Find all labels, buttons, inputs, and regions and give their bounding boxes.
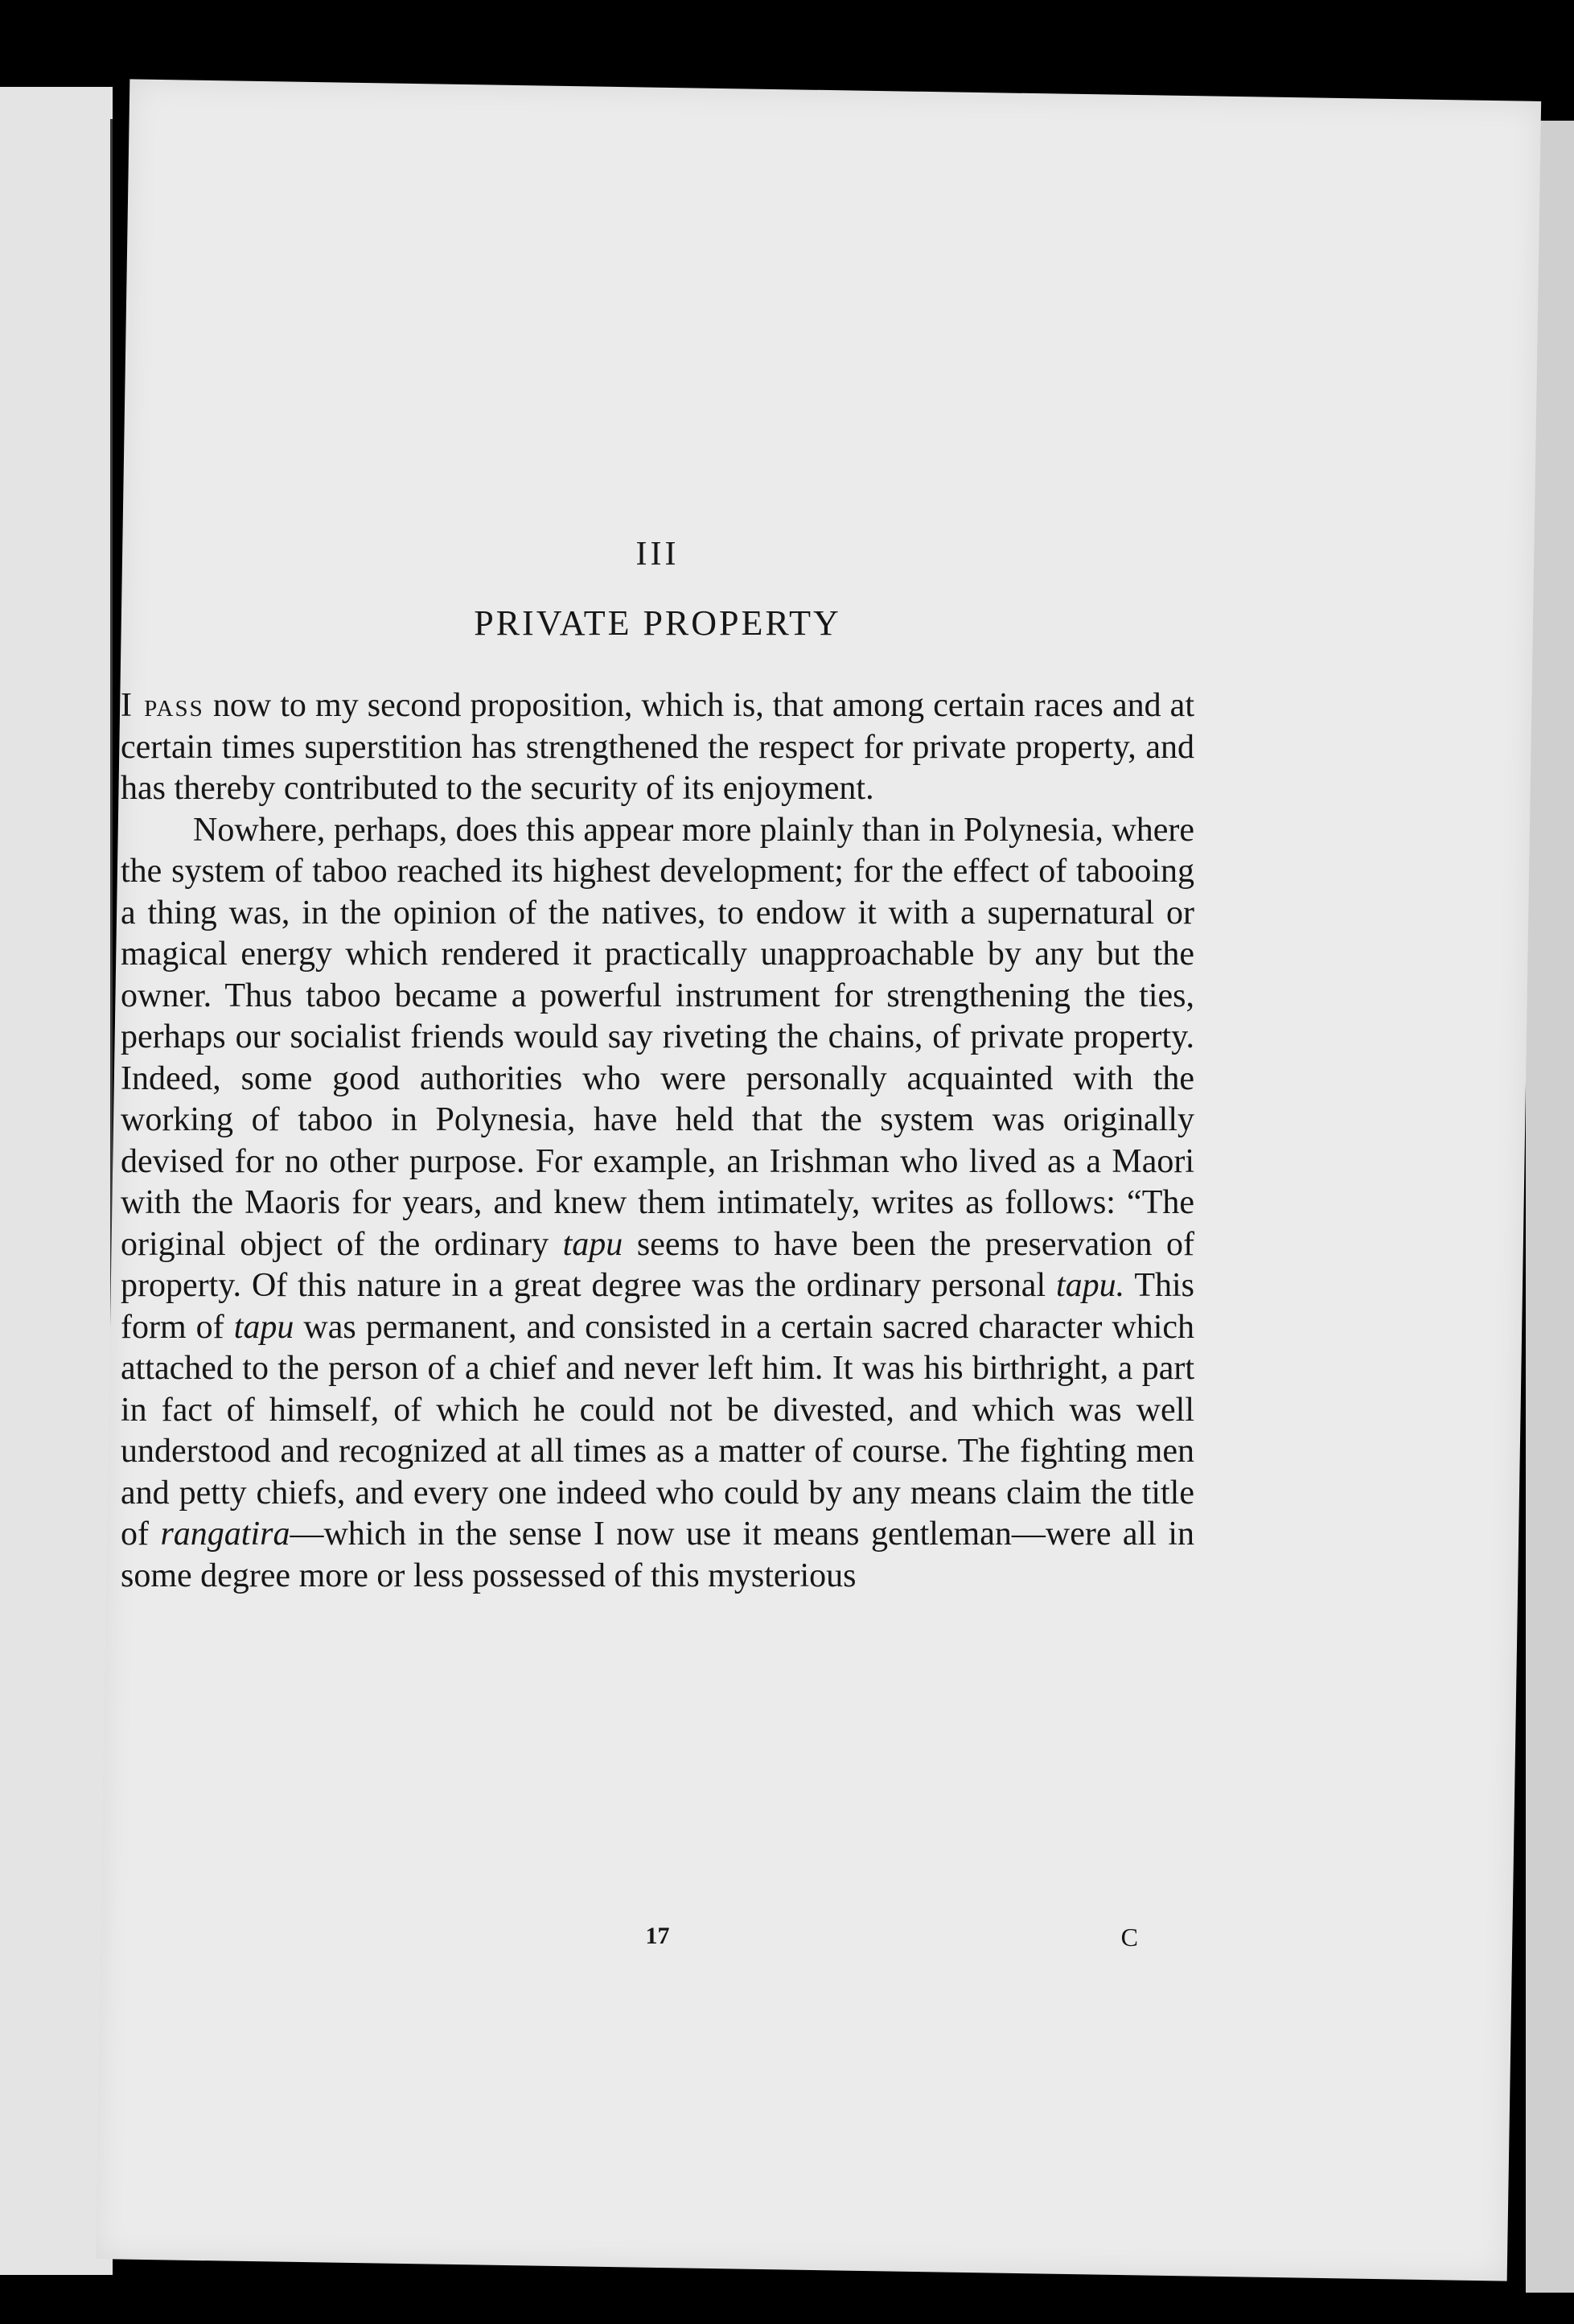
paragraph-2-part-1: Nowhere, perhaps, does this appear more plainly than in Polynesia, where the system of taboo reached its highest development; for the effect of tabooing a thing was, in the opinion of the natives, to endow it with a supernatural or magical energy which rendered it practically unapproachable by any but the owner. Thus taboo became a powerful instrument for strengthening the ties, perhaps our socialist friends would say riveting the chains, of private property. Indeed, some good authorities who were personally acquainted with the working of taboo in Polynesia, have held that the system was originally devised for no other purpose. For example, an Irishman who lived as a Maori with the Maoris for years, and knew them intimately, writes as follows: “The original object of the ordinary [121, 811, 1194, 1263]
paragraph-2-part-3: This form of [121, 1267, 1194, 1346]
paragraph-2-part-5: —which in the sense I now use it means gentleman—were all in some degree more or less possessed of this mysterious [121, 1516, 1194, 1594]
chapter-number: III [635, 536, 680, 573]
paragraph-2-part-4: was permanent, and consisted in a certain sacred character which attached to the person of a chief and never left him. It was his birthright, a part in fact of himself, of which he could not be divested, and which was well understood and recognized at all times as a matter of course. The fighting men and petty chiefs, and every one indeed who could by any means claim the title of [121, 1308, 1194, 1553]
italic-term: tapu. [1056, 1267, 1125, 1304]
page-footer [121, 1923, 1194, 1963]
italic-term: tapu [562, 1225, 623, 1263]
page-text [121, 535, 1194, 1597]
paragraph-1-text: now to my second proposition, which is, that among certain races and at certain times superstition has strengthened the respect for private property, and has thereby contributed to the security of its enjoyment. [121, 687, 1194, 807]
paragraph-lead: I pass [121, 687, 204, 724]
chapter-title: PRIVATE PROPERTY [474, 603, 841, 643]
signature-mark: C [1120, 1923, 1138, 1952]
paragraph-1 [121, 685, 1194, 810]
page-number: 17 [645, 1923, 670, 1949]
italic-term: rangatira [160, 1516, 290, 1553]
paragraph-2-part-2: seems to have been the preservation of property. Of this nature in a great degree was the ordinary personal [121, 1225, 1194, 1304]
italic-term: tapu [233, 1308, 294, 1346]
facing-page-edge [0, 87, 113, 2275]
paragraph-2 [121, 810, 1194, 1598]
